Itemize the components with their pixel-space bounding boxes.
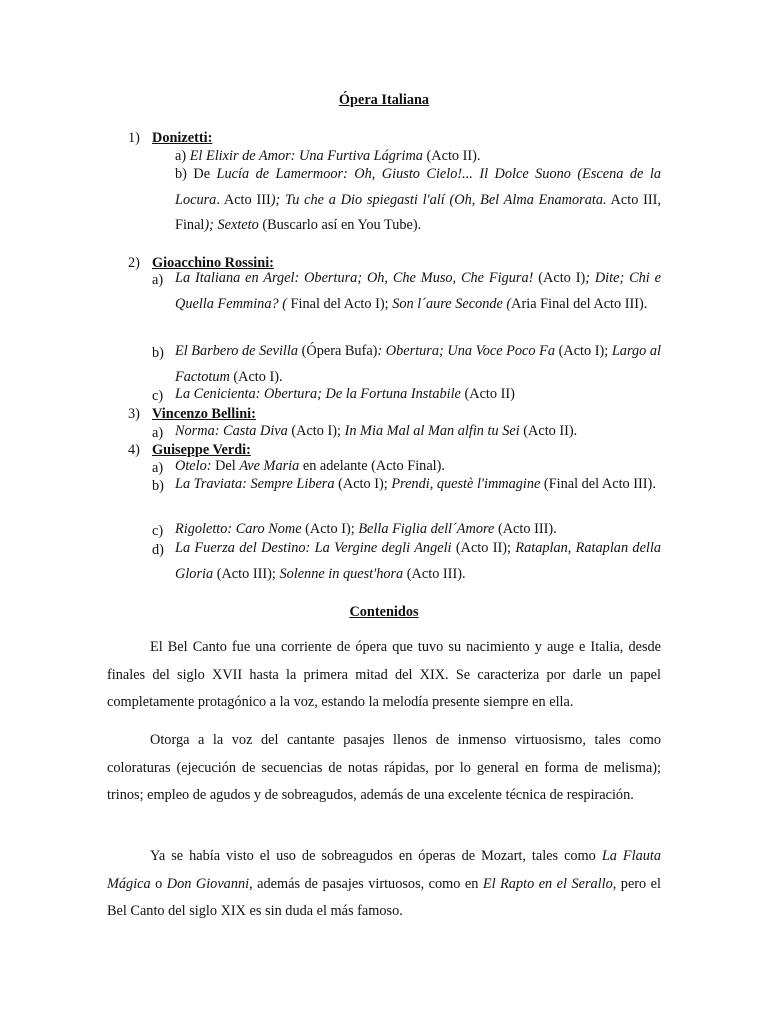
sub-item: La Fuerza del Destino: La Vergine degli Angeli (Acto II); Rataplan, Rataplan della Gloria (Acto III); Solenne in quest'hora (Acto III). bbox=[175, 540, 662, 582]
page-title: Ópera Italiana bbox=[338, 92, 430, 108]
sub-item: La Italiana en Argel: Obertura; Oh, Che Muso, Che Figura! (Acto I); Dite; Chi e Quella Femmina? ( Final del Acto I); Son l´aure Seconde (Aria Final del Acto III). bbox=[175, 270, 661, 312]
composer-heading: Donizetti: bbox=[152, 130, 213, 146]
sub-item: La Cenicienta: Obertura; De la Fortuna Instabile (Acto II) bbox=[175, 386, 515, 402]
sub-item: El Barbero de Sevilla (Ópera Bufa): Obertura; Una Voce Poco Fa (Acto I); Largo al Factotum (Acto I). bbox=[175, 343, 662, 385]
list-number: 3) bbox=[128, 406, 140, 422]
sub-letter: c) bbox=[152, 388, 164, 404]
sub-item: Norma: Casta Diva (Acto I); In Mia Mal al Man alfin tu Sei (Acto II). bbox=[175, 423, 578, 439]
sub-item: La Traviata: Sempre Libera (Acto I); Prendi, questè l'immagine (Final del Acto III). bbox=[175, 476, 656, 492]
composer-heading: Vincenzo Bellini: bbox=[152, 406, 256, 422]
paragraph: Otorga a la voz del cantante pasajes llenos de inmenso virtuosismo, tales como coloraturas (ejecución de secuencias de notas rápidas, por lo general en forma de melisma); trinos; empleo de agudos y de sobreagudos, además de una excelente técnica de respiración. bbox=[107, 732, 661, 803]
sub-letter: c) bbox=[152, 523, 164, 539]
list-number: 1) bbox=[128, 130, 140, 146]
sub-item: b) De Lucía de Lamermoor: Oh, Giusto Cielo!... Il Dolce Suono (Escena de la Locura. Acto III); Tu che a Dio spiegasti l'alí (Oh, Bel Alma Enamorata. Acto III, Final); Sexteto (Buscarlo así en You Tube). bbox=[175, 166, 661, 233]
section-heading-contenidos: Contenidos bbox=[349, 604, 419, 620]
paragraph: El Bel Canto fue una corriente de ópera que tuvo su nacimiento y auge e Italia, desde finales del siglo XVII hasta la primera mitad del XIX. Se caracteriza por darle un papel completamente protagónico a la voz, estando la melodía presente siempre en ella. bbox=[107, 639, 661, 710]
sub-item: Rigoletto: Caro Nome (Acto I); Bella Figlia dell´Amore (Acto III). bbox=[175, 521, 557, 537]
list-number: 2) bbox=[128, 255, 140, 271]
sub-item: Otelo: Del Ave Maria en adelante (Acto Final). bbox=[175, 458, 445, 474]
composer-heading: Gioacchino Rossini: bbox=[152, 255, 274, 271]
sub-letter: a) bbox=[152, 425, 164, 441]
sub-letter: b) bbox=[152, 345, 164, 361]
composer-heading: Guiseppe Verdi: bbox=[152, 442, 251, 458]
sub-item: a) El Elixir de Amor: Una Furtiva Lágrima (Acto II). bbox=[175, 148, 481, 164]
sub-letter: b) bbox=[152, 478, 164, 494]
paragraph: Ya se había visto el uso de sobreagudos en óperas de Mozart, tales como La Flauta Mágica o Don Giovanni, además de pasajes virtuosos, como en El Rapto en el Serallo, pero el Bel Canto del siglo XIX es sin duda el más famoso. bbox=[107, 848, 662, 919]
list-number: 4) bbox=[128, 442, 140, 458]
sub-letter: a) bbox=[152, 460, 164, 476]
sub-letter: d) bbox=[152, 542, 164, 558]
sub-letter: a) bbox=[152, 272, 164, 288]
